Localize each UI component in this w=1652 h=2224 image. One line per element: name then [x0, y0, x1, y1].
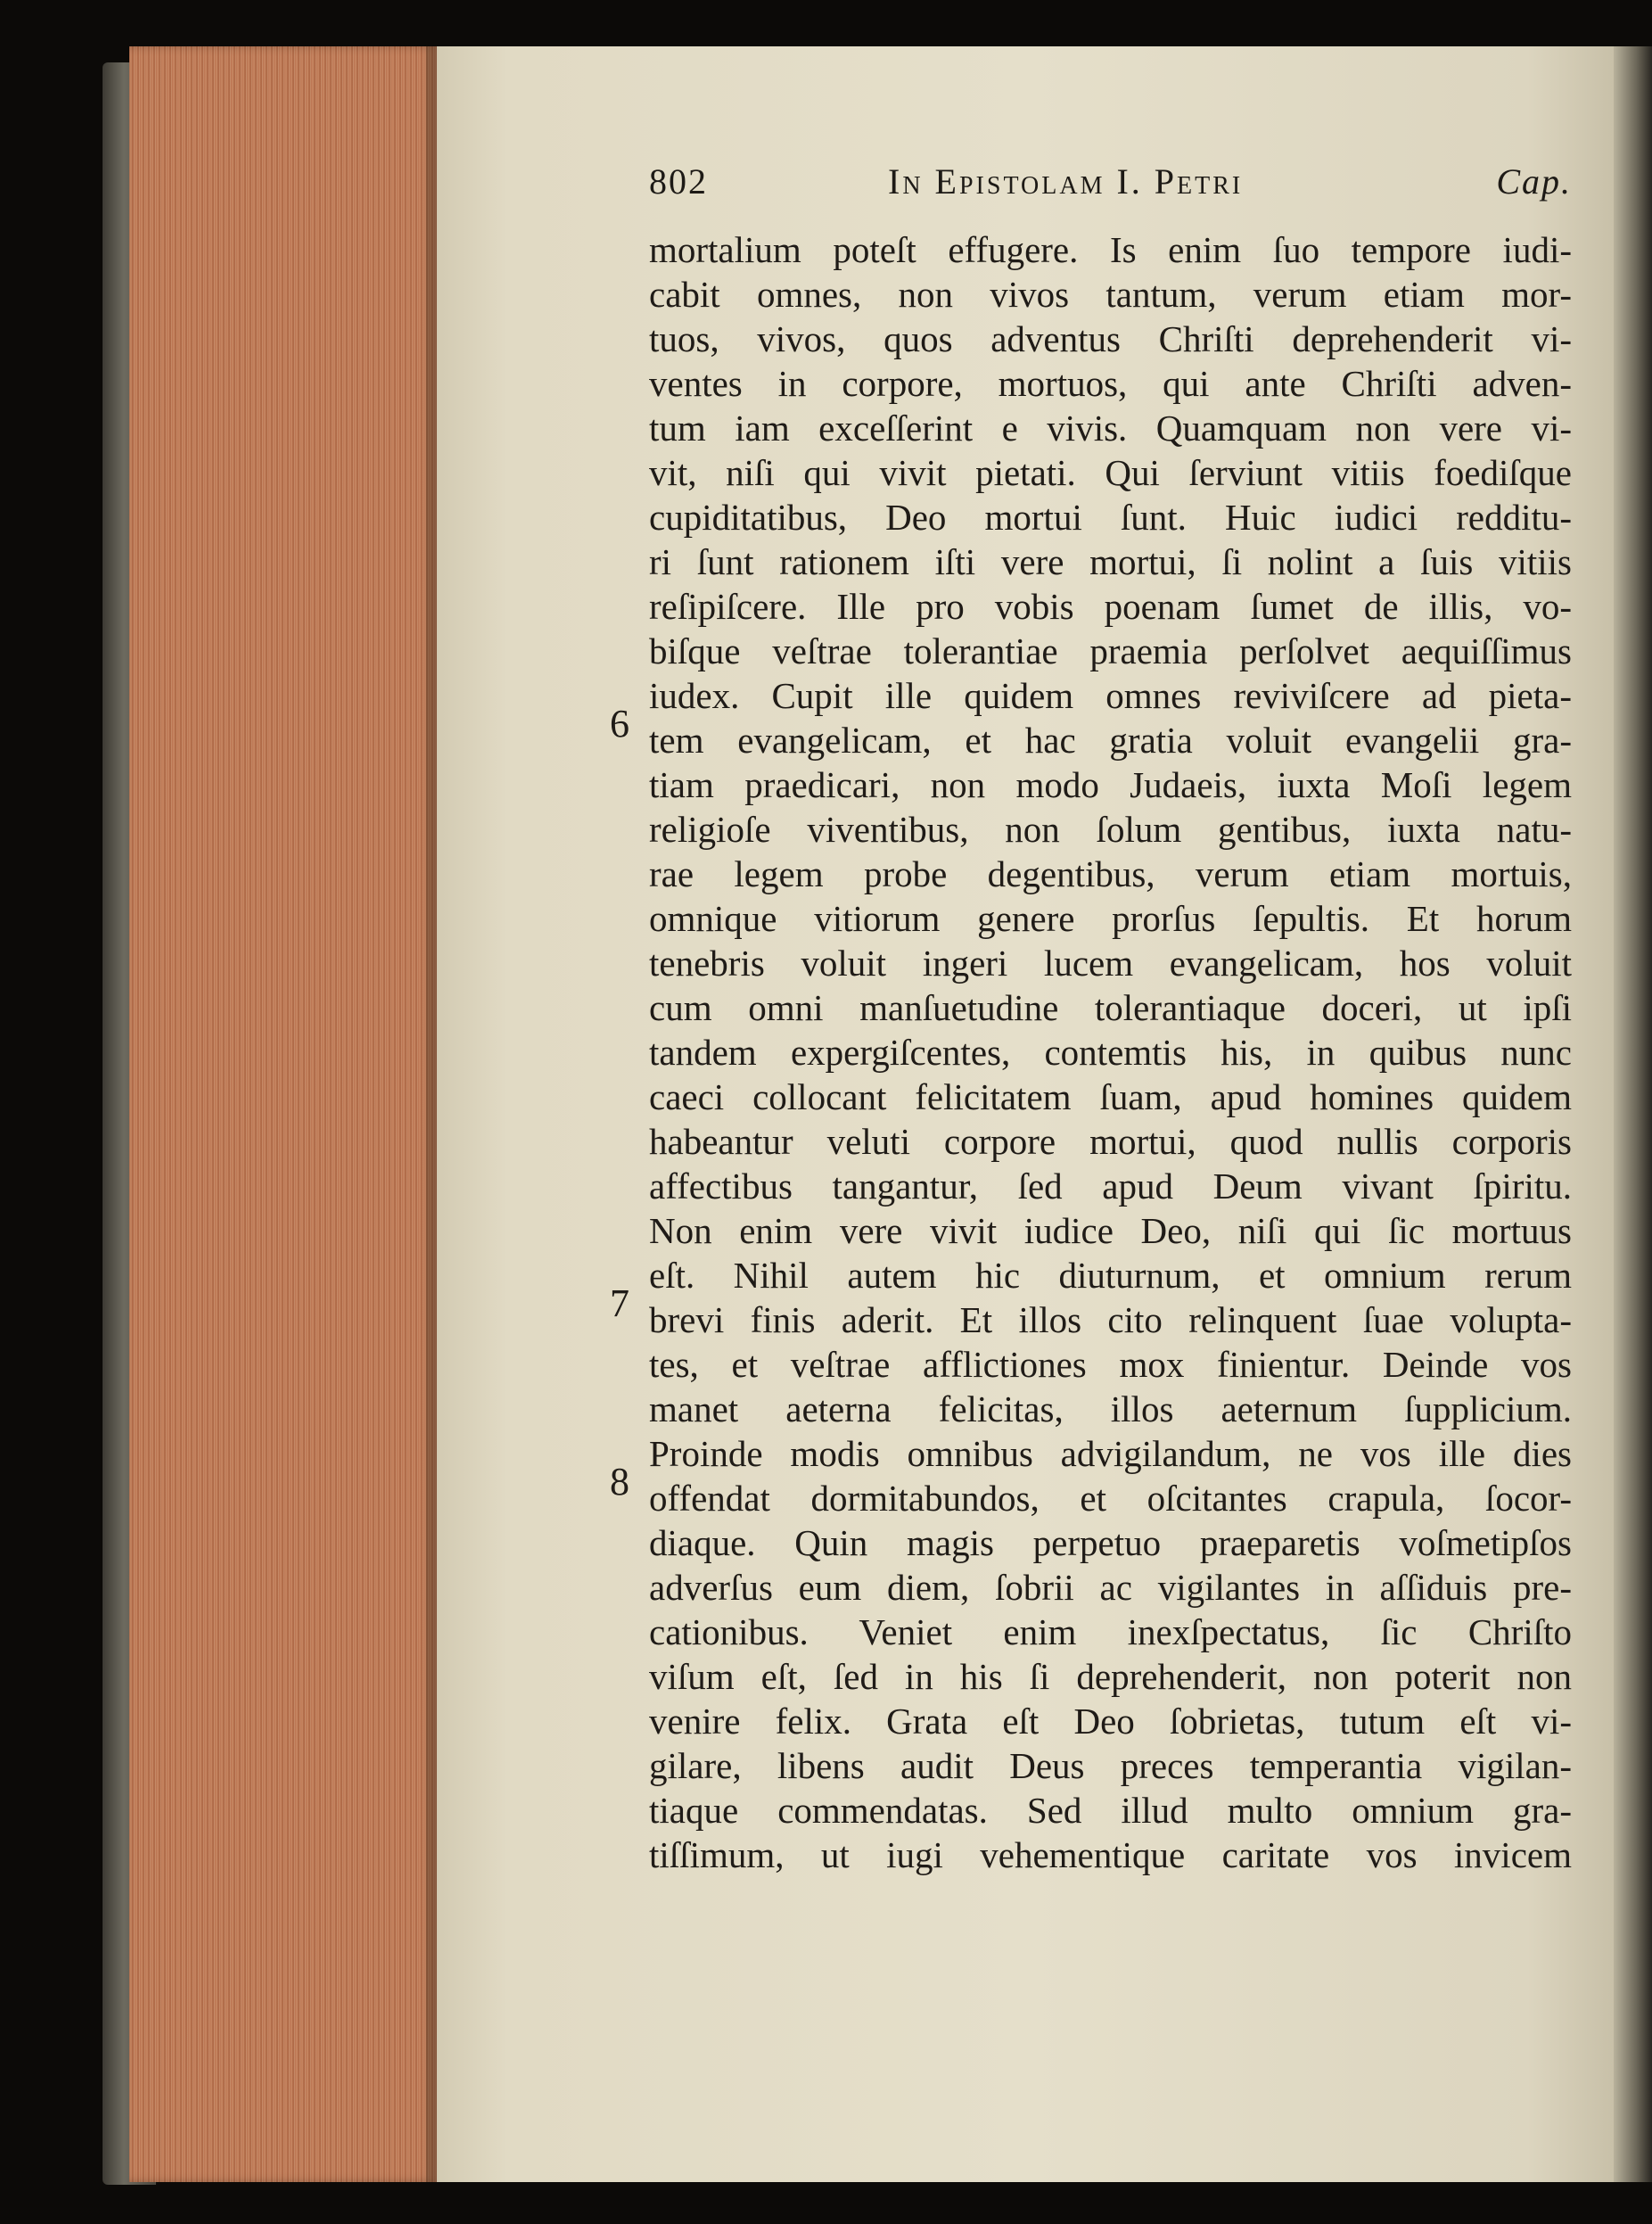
- page-edges: [129, 46, 437, 2182]
- text-line: brevi finis aderit. Et illos cito relinquent ſuae volupta-: [649, 1299, 1572, 1340]
- facing-page-edge: [1614, 46, 1652, 2182]
- text-line: cabit omnes, non vivos tantum, verum etiam mor-: [649, 274, 1572, 315]
- verse-number-7: 7: [610, 1281, 629, 1325]
- text-line: religioſe viventibus, non ſolum gentibus, iuxta natu-: [649, 809, 1572, 850]
- text-line: tuos, vivos, quos adventus Chriſti deprehenderit vi-: [649, 318, 1572, 359]
- text-line: ri ſunt rationem iſti vere mortui, ſi nolint a ſuis vitiis: [649, 541, 1572, 582]
- text-line: diaque. Quin magis perpetuo praeparetis voſmetipſos: [649, 1522, 1572, 1563]
- text-line: manet aeterna felicitas, illos aeternum ſupplicium.: [649, 1388, 1572, 1429]
- text-line: cupiditatibus, Deo mortui ſunt. Huic iudici redditu-: [649, 497, 1572, 538]
- text-line: tum iam exceſſerint e vivis. Quamquam non vere vi-: [649, 408, 1572, 449]
- text-line: tiaque commendatas. Sed illud multo omnium gra-: [649, 1790, 1572, 1831]
- text-line: tem evangelicam, et hac gratia voluit evangelii gra-: [649, 720, 1572, 761]
- verse-number-8: 8: [610, 1460, 629, 1503]
- text-line: venire felix. Grata eſt Deo ſobrietas, tutum eſt vi-: [649, 1701, 1572, 1742]
- text-line: viſum eſt, ſed in his ſi deprehenderit, non poterit non: [649, 1656, 1572, 1697]
- text-line: vit, niſi qui vivit pietati. Qui ſerviunt vitiis foediſque: [649, 452, 1572, 493]
- text-line: reſipiſcere. Ille pro vobis poenam ſumet de illis, vo-: [649, 586, 1572, 627]
- page-number: 802: [649, 161, 708, 202]
- text-line: biſque veſtrae tolerantiae praemia perſolvet aequiſſimus: [649, 630, 1572, 671]
- text-line: cationibus. Veniet enim inexſpectatus, ſic Chriſto: [649, 1611, 1572, 1652]
- text-line: caeci collocant felicitatem ſuam, apud homines quidem: [649, 1076, 1572, 1117]
- text-line: offendat dormitabundos, et oſcitantes crapula, ſocor-: [649, 1478, 1572, 1519]
- text-line: eſt. Nihil autem hic diuturnum, et omnium rerum: [649, 1255, 1572, 1296]
- text-line: gilare, libens audit Deus preces temperantia vigilan-: [649, 1745, 1572, 1786]
- text-line: rae legem probe degentibus, verum etiam mortuis,: [649, 853, 1572, 894]
- text-line: Proinde modis omnibus advigilandum, ne vos ille dies: [649, 1433, 1572, 1474]
- text-line: Non enim vere vivit iudice Deo, niſi qui ſic mortuus: [649, 1210, 1572, 1251]
- text-line: cum omni manſuetudine tolerantiaque doceri, ut ipſi: [649, 987, 1572, 1028]
- body-text: [649, 227, 1572, 1877]
- chapter-label: Cap.: [1496, 161, 1572, 202]
- text-line: adverſus eum diem, ſobrii ac vigilantes in aſſiduis pre-: [649, 1567, 1572, 1608]
- text-line: tenebris voluit ingeri lucem evangelicam, hos voluit: [649, 943, 1572, 984]
- text-line: omnique vitiorum genere prorſus ſepultis. Et horum: [649, 898, 1572, 939]
- verse-number-6: 6: [610, 702, 629, 745]
- text-line: habeantur veluti corpore mortui, quod nullis corporis: [649, 1121, 1572, 1162]
- text-line: tiſſimum, ut iugi vehementique caritate vos invicem: [649, 1834, 1572, 1875]
- running-title: In Epistolam I. Petri: [888, 161, 1244, 202]
- text-line: tes, et veſtrae afflictiones mox finientur. Deinde vos: [649, 1344, 1572, 1385]
- text-line: mortalium poteſt effugere. Is enim ſuo tempore iudi-: [649, 229, 1572, 270]
- text-line: ventes in corpore, mortuos, qui ante Chriſti adven-: [649, 363, 1572, 404]
- text-line: affectibus tangantur, ſed apud Deum vivant ſpiritu.: [649, 1166, 1572, 1207]
- page-header: [649, 153, 1572, 207]
- text-line: tiam praedicari, non modo Judaeis, iuxta Moſi legem: [649, 764, 1572, 805]
- text-line: tandem expergiſcentes, contemtis his, in quibus nunc: [649, 1032, 1572, 1073]
- text-line: iudex. Cupit ille quidem omnes reviviſcere ad pieta-: [649, 675, 1572, 716]
